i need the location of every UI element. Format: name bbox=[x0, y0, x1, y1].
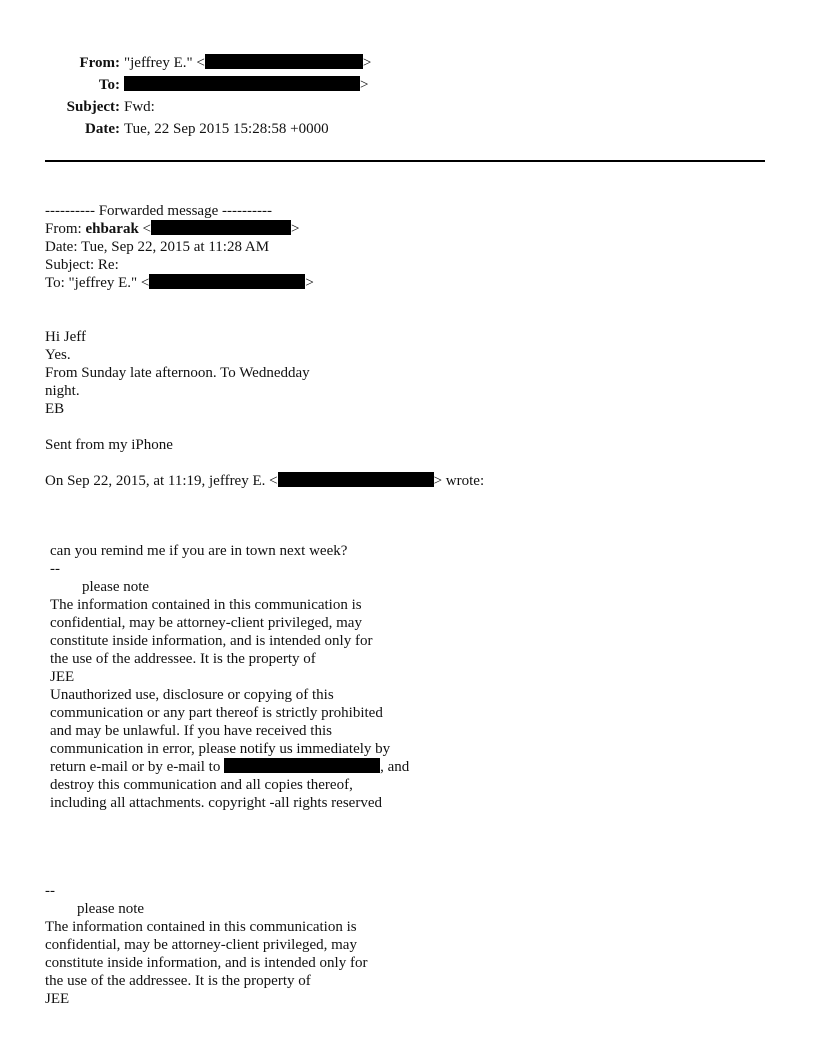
redacted-email bbox=[151, 220, 291, 235]
reply-line: night. bbox=[45, 383, 80, 399]
quoted-disclaimer-line: communication in error, please notify us immediately by bbox=[50, 741, 391, 757]
reply-line: EB bbox=[45, 401, 65, 417]
quoted-disclaimer-line: constitute inside information, and is intended only for bbox=[50, 633, 373, 649]
redacted-email bbox=[124, 76, 360, 91]
quoted-disclaimer-line: confidential, may be attorney-client privileged, may bbox=[50, 615, 362, 631]
quoted-email-prefix: return e-mail or by e-mail to bbox=[50, 759, 225, 775]
redacted-email bbox=[224, 758, 380, 773]
header-to-value bbox=[124, 76, 368, 94]
forwarded-from-prefix: From: bbox=[45, 221, 86, 237]
footer-sig-dash: -- bbox=[45, 883, 55, 899]
header-divider bbox=[45, 160, 765, 162]
quoted-email-line bbox=[50, 758, 409, 776]
footer-disclaimer-line: JEE bbox=[45, 991, 70, 1007]
reply-line: Yes. bbox=[45, 347, 71, 363]
subject-label: Subject: bbox=[66, 99, 120, 115]
date-label: Date: bbox=[85, 121, 120, 137]
quote-attribution bbox=[45, 472, 484, 490]
forwarded-from bbox=[45, 220, 299, 238]
forwarded-from-close: > bbox=[291, 221, 300, 237]
quoted-closing-line: destroy this communication and all copies thereof, bbox=[50, 777, 353, 793]
quoted-question: can you remind me if you are in town next week? bbox=[50, 543, 348, 559]
from-label: From: bbox=[79, 55, 120, 71]
header-from-value bbox=[124, 54, 371, 72]
to-close: > bbox=[360, 77, 369, 93]
quoted-disclaimer-line: communication or any part thereof is strictly prohibited bbox=[50, 705, 383, 721]
quoted-email-suffix: , and bbox=[380, 759, 410, 775]
forwarded-from-open: < bbox=[138, 221, 151, 237]
forwarded-to bbox=[45, 274, 314, 292]
from-close: > bbox=[362, 55, 372, 71]
subject-value: Fwd: bbox=[124, 99, 155, 115]
quoted-sig-dash: -- bbox=[50, 561, 60, 577]
footer-disclaimer-line: confidential, may be attorney-client privileged, may bbox=[45, 937, 357, 953]
reply-line: Hi Jeff bbox=[45, 329, 86, 345]
forwarded-divider: ---------- Forwarded message ---------- bbox=[45, 203, 272, 219]
quoted-closing-line: including all attachments. copyright -all rights reserved bbox=[50, 795, 382, 811]
reply-line: From Sunday late afternoon. To Wednedday bbox=[45, 365, 310, 381]
date-value: Tue, 22 Sep 2015 15:28:58 +0000 bbox=[124, 121, 329, 137]
quoted-disclaimer-line: JEE bbox=[50, 669, 75, 685]
footer-disclaimer-line: the use of the addressee. It is the property of bbox=[45, 973, 311, 989]
quoted-disclaimer-line: the use of the addressee. It is the property of bbox=[50, 651, 316, 667]
quoted-disclaimer-line: and may be unlawful. If you have received this bbox=[50, 723, 332, 739]
forwarded-subject: Subject: Re: bbox=[45, 257, 119, 273]
from-name: "jeffrey E." < bbox=[124, 55, 205, 71]
redacted-email bbox=[205, 54, 363, 69]
footer-disclaimer-line: The information contained in this communication is bbox=[45, 919, 357, 935]
footer-please-note: please note bbox=[77, 901, 145, 917]
forwarded-to-prefix: To: "jeffrey E." < bbox=[45, 275, 150, 291]
to-label: To: bbox=[98, 77, 120, 93]
quote-prefix: On Sep 22, 2015, at 11:19, jeffrey E. < bbox=[45, 473, 278, 489]
quote-suffix: > wrote: bbox=[433, 473, 485, 489]
forwarded-to-close: > bbox=[305, 275, 314, 291]
quoted-disclaimer-line: The information contained in this communication is bbox=[50, 597, 362, 613]
reply-signature: Sent from my iPhone bbox=[45, 437, 173, 453]
quoted-please-note: please note bbox=[82, 579, 150, 595]
forwarded-date: Date: Tue, Sep 22, 2015 at 11:28 AM bbox=[45, 239, 270, 255]
redacted-email bbox=[149, 274, 305, 289]
redacted-email bbox=[278, 472, 434, 487]
footer-disclaimer-line: constitute inside information, and is intended only for bbox=[45, 955, 368, 971]
forwarded-from-name: ehbarak bbox=[85, 221, 139, 237]
quoted-disclaimer-line: Unauthorized use, disclosure or copying of this bbox=[50, 687, 334, 703]
